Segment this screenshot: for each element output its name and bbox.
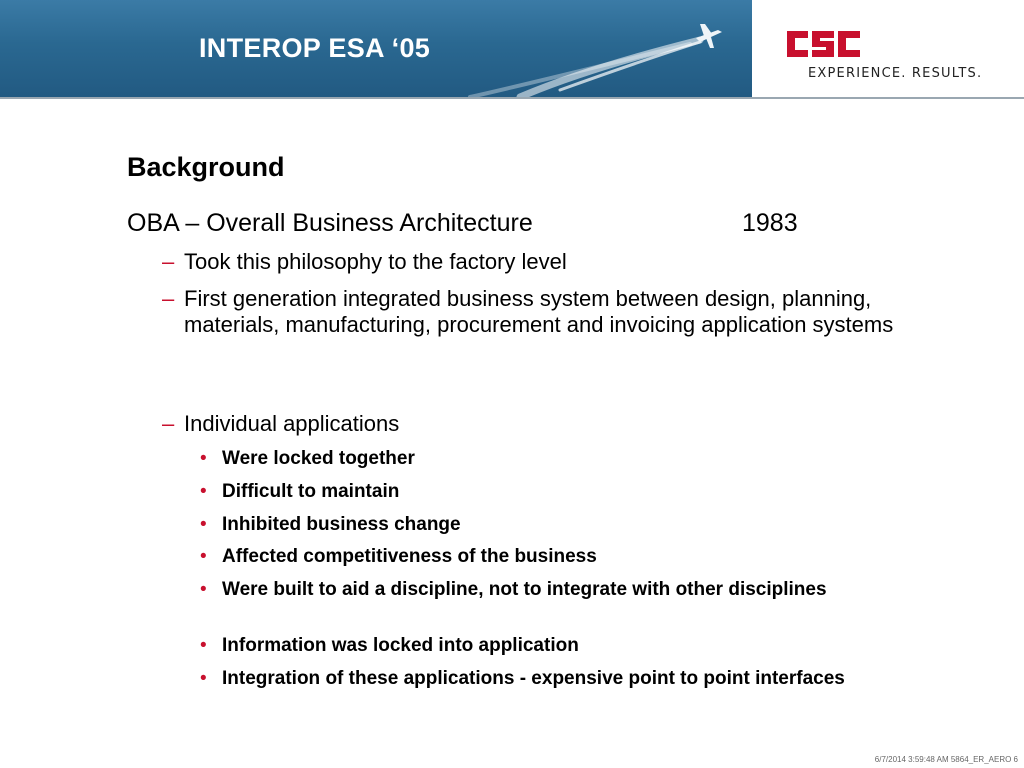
sub-item-text: Took this philosophy to the factory level (184, 249, 567, 274)
slide-heading: Background (127, 152, 285, 182)
bullet-item (200, 667, 860, 690)
bullet-item (200, 634, 860, 657)
bullet-marker: • (200, 481, 207, 502)
header-banner (0, 0, 752, 97)
bullet-text: Affected competitiveness of the business (222, 546, 597, 567)
airplane-icon (696, 24, 722, 48)
bullet-marker: • (200, 546, 207, 567)
tagline: EXPERIENCE. RESULTS. (808, 66, 983, 81)
bullet-item (200, 480, 860, 503)
bullet-text: Difficult to maintain (222, 481, 400, 502)
sub-item (162, 249, 902, 275)
csc-logo (784, 27, 862, 61)
dash-marker: – (162, 286, 175, 311)
dash-marker: – (162, 249, 175, 274)
main-item: OBA – Overall Business Architecture (127, 209, 533, 237)
header-divider (0, 97, 1024, 99)
bullet-text: Were locked together (222, 448, 415, 469)
dash-marker: – (162, 411, 175, 436)
sub-item (162, 411, 902, 437)
slide-header (0, 0, 1024, 98)
bullet-text: Inhibited business change (222, 514, 461, 535)
sub-item (162, 286, 902, 338)
bullet-item (200, 513, 860, 536)
slide-footer: 6/7/2014 3:59:48 AM 5864_ER_AERO 6 (874, 755, 1018, 764)
bullet-item (200, 447, 860, 470)
bullet-marker: • (200, 448, 207, 469)
bullet-marker: • (200, 579, 207, 600)
bullet-text: Were built to aid a discipline, not to integrate with other disciplines (222, 579, 827, 600)
sub-item-text: Individual applications (184, 411, 400, 436)
logo-area (752, 0, 1024, 97)
bullet-marker: • (200, 635, 207, 656)
bullet-text: Integration of these applications - expensive point to point interfaces (222, 668, 845, 689)
bullet-item (200, 545, 860, 568)
bullet-item (200, 578, 860, 601)
bullet-marker: • (200, 514, 207, 535)
main-item-year: 1983 (742, 209, 798, 237)
bullet-text: Information was locked into application (222, 635, 579, 656)
bullet-marker: • (200, 668, 207, 689)
presentation-title: INTEROP ESA ‘05 (199, 33, 431, 63)
sub-item-text: First generation integrated business system between design, planning, materials, manufacturing, procurement and invoicing application systems (184, 286, 894, 337)
